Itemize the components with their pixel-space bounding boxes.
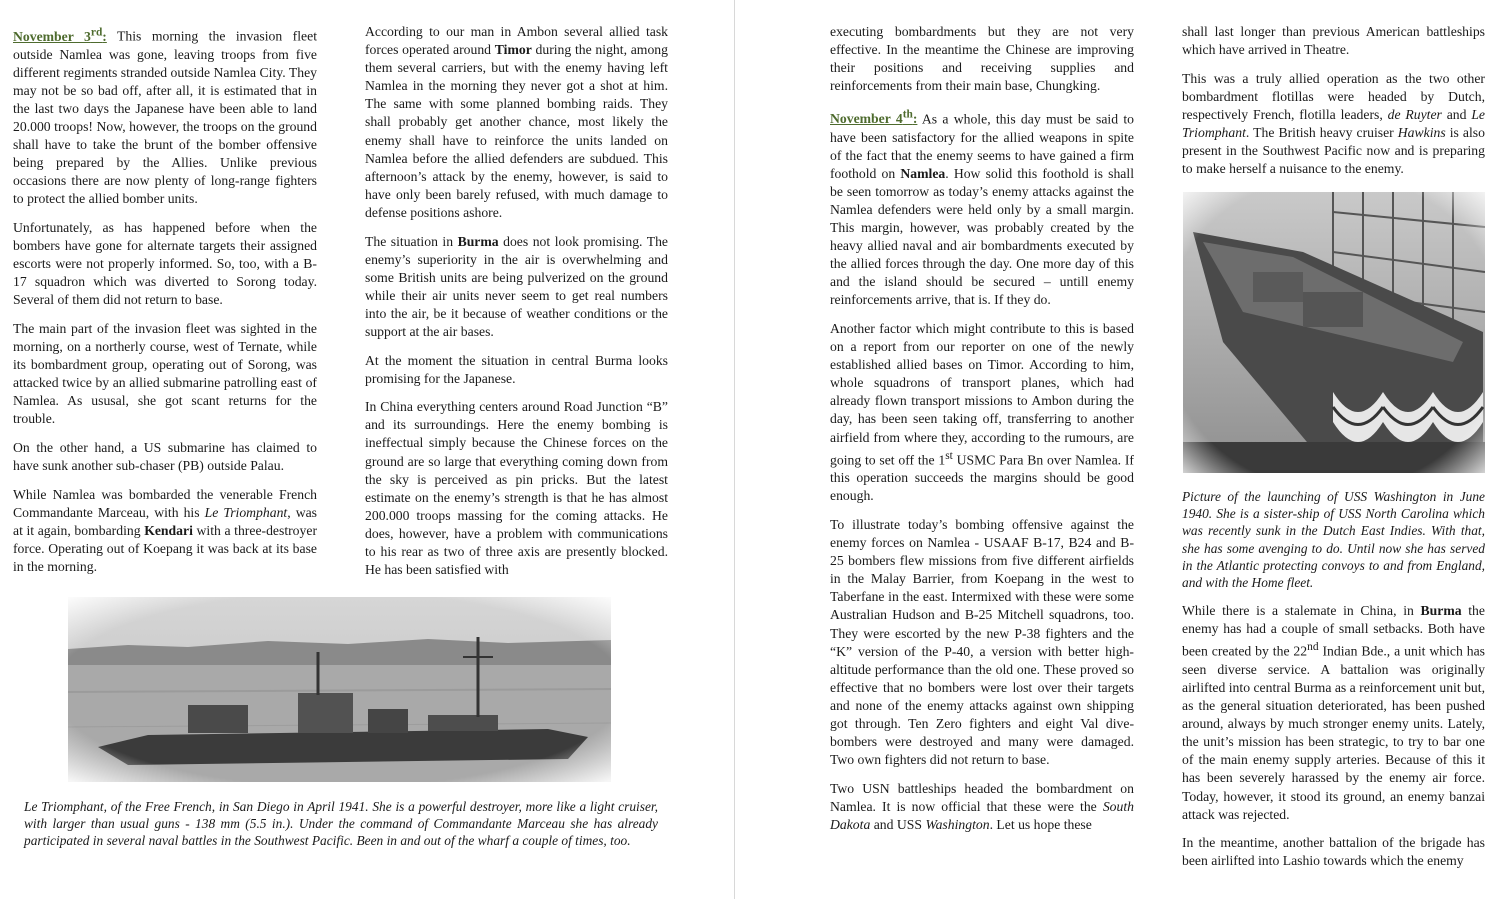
right-column-2-lower [1182,602,1485,881]
paragraph: While Namlea was bombarded the venerable French Commandante Marceau, with his Le Triomphant, was at it again, bombarding Kendari with a three-destroyer force. Operating out of Koepang it was back at its base in the morning. [13,486,317,575]
paragraph: The situation in Burma does not look promising. The enemy’s superiority in the air is overwhelming and some British units are being pulverized on the ground while their air units never seem to get real numbers into the air, be it because of weather conditions or the support at the air bases. [365,233,668,339]
paragraph: According to our man in Ambon several allied task forces operated around Timor during the night, among them several carriers, but with the enemy having left Namlea in the morning they never got a shot at him. The same with some planned bombing raids. They shall probably get another chance, most likely the enemy shall have to reinforce the units landed on Namlea before the allied defenders are subdued. This afternoon’s attack by the enemy, however, is said to have only been barely refused, with much damage to defense positions ashore. [365,24,668,220]
paragraph: executing bombardments but they are not very effective. In the meantime the Chinese are improving their positions and receiving supplies and reinforcements from their main base, Chungking. [830,24,1134,94]
paragraph: November 3rd: This morning the invasion fleet outside Namlea was gone, leaving troops from five different regiments stranded outside Namlea City. They may not be so bad off, after all, it is estimated that in the last two days the Japanese have been able to land 20.000 troops! Now, however, the troops on the ground shall have to take the brunt of the bomber offensive being prepared by the Allies. Unlike previous occasions there are now plenty of long-range fighters to protect the allied bomber units. [13,26,317,207]
paragraph: While there is a stalemate in China, in Burma the enemy has had a couple of small setbacks. Both have been created by the 22nd Indian Bde., a unit which has seen diverse service. A battalion was originally airlifted into central Burma as a reinforcement unit but, as the general situation deteriorated, has been pushed around, always by much stronger enemy units. Lately, the unit’s mission has been strategic, to try to bar one of the main enemy supply arteries. Because of this it has been severely harassed by the enemy air force. Today, however, it stood its ground, an enemy banzai attack was rejected. [1182,603,1485,822]
date-heading: November 4th: [830,108,918,127]
paragraph: Unfortunately, as has happened before when the bombers have gone for alternate targets their assigned escorts were not properly informed. So, too, with a B-17 squadron which was diverted to Sorong today. Several of them did not return to base. [13,220,317,308]
paragraph: Two USN battleships headed the bombardment on Namlea. It is now official that these were the South Dakota and USS Washington. Let us hope these [830,780,1134,832]
paragraph: This was a truly allied operation as the two other bombardment flotillas were headed by Dutch, respectively French, flotilla leaders, de Ruyter and Le Triomphant. The British heavy cruiser Hawkins is also present in the Southwest Pacific now and is preparing to make herself a nuisance to the enemy. [1182,70,1485,177]
paragraph: In China everything centers around Road Junction “B” and its surroundings. Here the enemy bombing is ineffectual simply because the Chinese forces on the ground are so large that everything coming down from the sky is perceived as pin pricks. But the latest estimate on the enemy’s strength is that he has almost 200.000 troops massing for the coming attacks. He does, however, have a problem with communications to his rear as two of three axis are presently blocked. He has been satisfied with [365,399,668,578]
destroyer-caption: Le Triomphant, of the Free French, in San Diego in April 1941. She is a powerful destroyer, more like a light cruiser, with larger than usual guns - 138 mm (5.5 in.). Under the command of Commandante Marceau she has already participated in several naval battles in the Southwest Pacific. Been in and out of the wharf a couple of times, too. [24,799,659,849]
battleship-launch-photo [1183,192,1485,473]
paragraph: Another factor which might contribute to this is based on a report from our reporter on one of the newly established allied bases on Timor. According to him, whole squadrons of transport planes, which had already flown transport missions to Ambon during the day, has been seen taking off, transferring to another airfield from where they, according to the rumours, are going to set off the 1st USMC Para Bn over Namlea. If this operation succeeds the margins should be good enough. [830,320,1134,504]
left-column-2 [365,23,668,590]
page-divider [734,0,735,899]
paragraph: In the meantime, another battalion of the brigade has been airlifted into Lashio towards which the enemy [1182,835,1485,869]
right-column-2 [1182,23,1485,189]
paragraph: November 4th: As a whole, this day must be said to have been satisfactory for the allied weapons in spite of the fact that the enemy seems to have gained a firm foothold on Namlea. How solid this foothold is shall be seen tomorrow as today’s enemy attacks against the Namlea defenders were held only by a small margin. This margin, however, was probably created by the heavy allied naval and air bombardments executed by the allied forces through the day. One more day of this and the island should be secured – untill enemy reinforcements arrive, that is. If they do. [830,108,1134,308]
left-column-1 [13,23,317,587]
paragraph: On the other hand, a US submarine has claimed to have sunk another sub-chaser (PB) outside Palau. [13,440,317,474]
paragraph: shall last longer than previous American battleships which have arrived in Theatre. [1182,24,1485,58]
paragraph: To illustrate today’s bombing offensive against the enemy forces on Namlea - USAAF B-17, B24 and B-25 bombers flew missions from five different airfields in the Malay Barrier, from Koepang in the west to Taberfane in the east. Intermixed with these were some Australian Hudson and B-25 Mitchell squadrons, too. They were escorted by the new P-38 fighters and the “K” version of the P-40, a version with better high-altitude performance than the old one. These proved so effective that no bombers were lost over their targets and none of the enemy attacks against own shipping got through. Ten Zero fighters and eight Val dive-bombers were destroyed and many were damaged. Two own fighters did not return to base. [830,516,1134,768]
destroyer-photo [68,597,611,782]
paragraph: The main part of the invasion fleet was sighted in the morning, on a northerly course, west of Ternate, while its bombardment group, operating out of Sorong, was attacked twice by an allied submarine patrolling east of Namlea. As ususal, she got scant returns for the trouble. [13,320,317,427]
right-column-1 [830,23,1134,845]
date-heading: November 3rd: [13,26,107,44]
battleship-caption: Picture of the launching of USS Washington in June 1940. She is a sister-ship of USS North Carolina which was recently sunk in the Dutch East Indies. With that, she has some avenging to do. Until now she has served in the Atlantic protecting convoys to and from England, and with the Home fleet. [1182,489,1485,591]
paragraph: At the moment the situation in central Burma looks promising for the Japanese. [365,352,668,386]
